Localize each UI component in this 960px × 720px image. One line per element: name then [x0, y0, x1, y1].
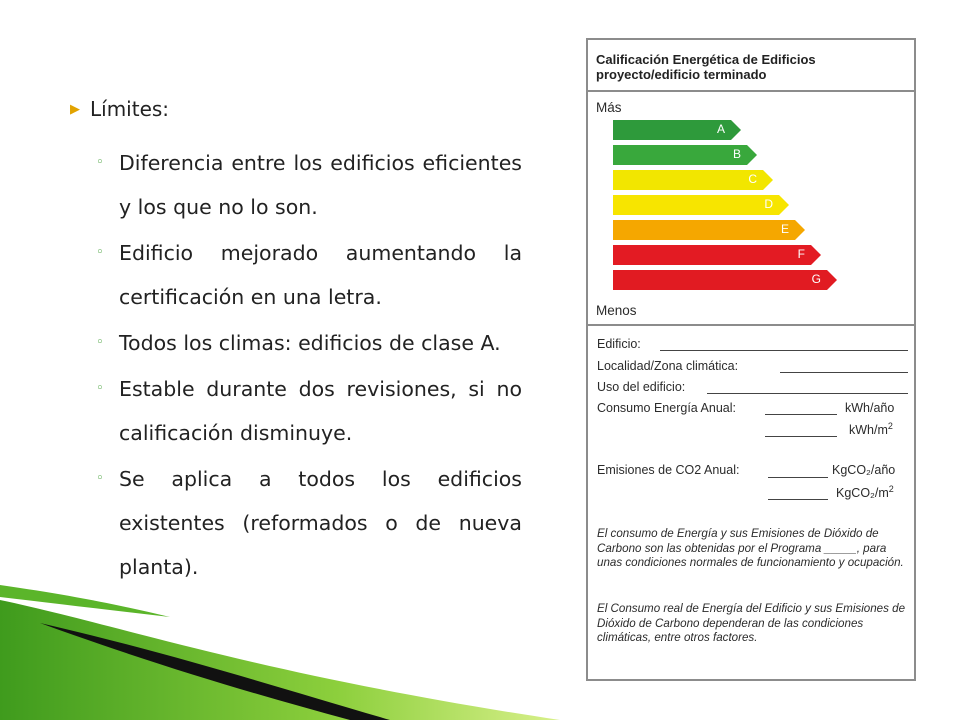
emissions-unit-area: KgCO₂/$m^2$	[836, 484, 894, 501]
field-underline	[660, 350, 908, 351]
rating-letter: A	[716, 122, 725, 136]
field-underline	[768, 499, 828, 500]
more-label: Más	[596, 100, 622, 115]
rating-bar-d	[613, 195, 789, 215]
label-title	[596, 52, 816, 82]
list-item	[96, 457, 522, 589]
field-underline	[765, 414, 837, 415]
list-item	[96, 367, 522, 455]
rating-letter: C	[748, 172, 757, 186]
list-item	[96, 231, 522, 319]
rating-bar-e	[613, 220, 805, 240]
note-calculated: El consumo de Energía y sus Emisiones de Dióxido de Carbono son las obtenidas por el Programa _____, para unas condiciones normales de funcionamiento y ocupación.	[597, 527, 904, 569]
divider	[588, 90, 914, 92]
energy-rating-label	[586, 38, 916, 681]
decorative-swoosh	[0, 585, 560, 720]
rating-bar-a	[613, 120, 741, 140]
field-use: Uso del edificio:	[597, 380, 686, 394]
field-emissions: Emisiones de CO2 Anual:	[597, 463, 740, 477]
bullet-text: Diferencia entre los edificios eficientes y los que no lo son.	[119, 151, 522, 219]
field-underline	[707, 393, 908, 394]
list-item	[96, 321, 522, 365]
circle-bullet-icon: ◦	[96, 471, 104, 486]
emissions-unit-year: KgCO₂/año	[832, 463, 896, 477]
bullet-text: Se aplica a todos los edificios existentes (reformados o de nueva planta).	[119, 467, 522, 579]
field-underline	[768, 477, 828, 478]
rating-letter: D	[764, 197, 773, 211]
rating-letter: G	[811, 272, 821, 286]
bullet-text: Estable durante dos revisiones, si no calificación disminuye.	[119, 377, 522, 445]
rating-bar-g	[613, 270, 837, 290]
rating-bar-b	[613, 145, 757, 165]
note-real: El Consumo real de Energía del Edificio y sus Emisiones de Dióxido de Carbono dependeran de las condiciones climáticas, entre otros factores.	[597, 602, 906, 644]
bullet-text: Edificio mejorado aumentando la certificación en una letra.	[119, 241, 522, 309]
divider	[588, 324, 914, 326]
bullet-list	[96, 141, 522, 591]
field-underline	[780, 372, 908, 373]
label-title-line2: proyecto/edificio terminado	[596, 67, 767, 82]
circle-bullet-icon: ◦	[96, 155, 104, 170]
energy-unit-year: kWh/año	[845, 401, 895, 415]
field-energy: Consumo Energía Anual:	[597, 401, 736, 415]
circle-bullet-icon: ◦	[96, 381, 104, 396]
label-title-line1: Calificación Energética de Edificios	[596, 52, 816, 67]
rating-letter: E	[780, 222, 789, 236]
rating-letter: F	[797, 247, 805, 261]
rating-bar-f	[613, 245, 821, 265]
rating-letter: B	[732, 147, 741, 161]
circle-bullet-icon: ◦	[96, 335, 104, 350]
field-underline	[765, 436, 837, 437]
energy-unit-area: kWh/$m^2$	[849, 421, 893, 438]
list-item	[96, 141, 522, 229]
rating-bar-c	[613, 170, 773, 190]
bullet-arrow-icon: ▶	[70, 101, 80, 117]
heading-row	[70, 97, 169, 121]
slide-heading: Límites:	[90, 97, 170, 121]
bullet-text: Todos los climas: edificios de clase A.	[119, 331, 501, 355]
less-label: Menos	[596, 303, 637, 318]
field-location: Localidad/Zona climática:	[597, 359, 739, 373]
circle-bullet-icon: ◦	[96, 245, 104, 260]
field-building: Edificio:	[597, 337, 641, 351]
